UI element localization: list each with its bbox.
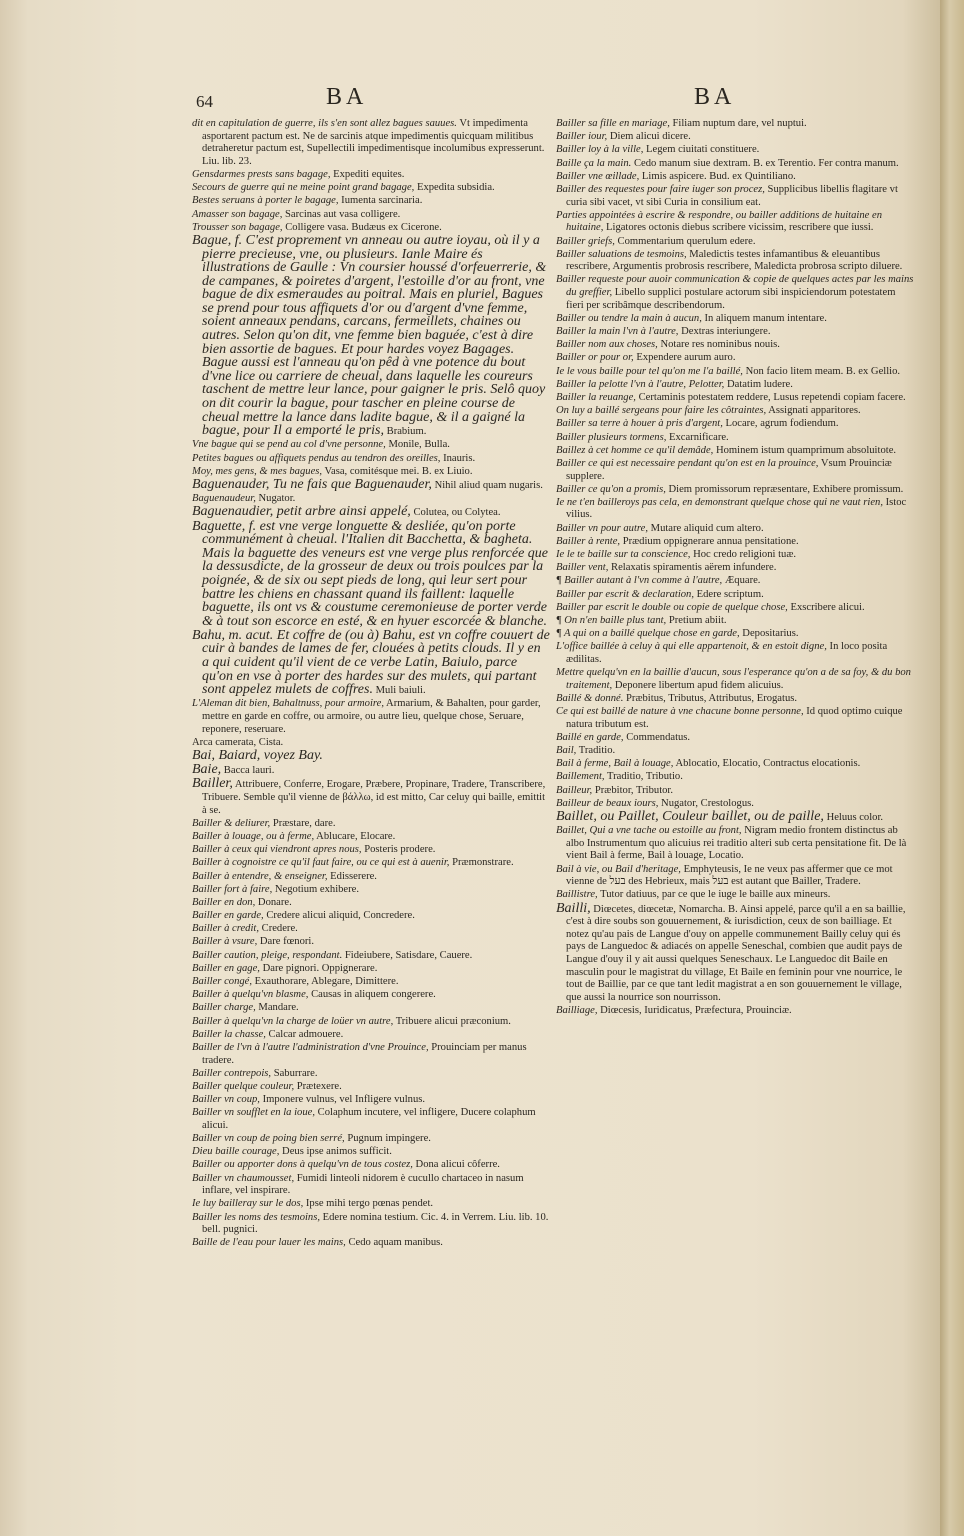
entry-latin: Id quod optimo cuique natura tributum est. bbox=[566, 706, 903, 730]
dictionary-entry bbox=[192, 950, 550, 963]
dictionary-entry bbox=[556, 497, 914, 522]
entry-latin: Monile, Bulla. bbox=[385, 439, 450, 451]
entry-french: Bailler contrepois, bbox=[192, 1067, 272, 1079]
entry-latin: Istoc vilius. bbox=[566, 496, 907, 521]
dictionary-entry bbox=[556, 615, 914, 628]
dictionary-entry bbox=[192, 118, 550, 168]
dictionary-entry bbox=[192, 518, 550, 630]
dictionary-entry bbox=[556, 418, 914, 431]
dictionary-entry bbox=[192, 476, 550, 493]
entry-latin: Ipse mihi tergo pœnas pendet. bbox=[303, 1198, 434, 1210]
dictionary-entry bbox=[556, 236, 914, 249]
dictionary-entry bbox=[556, 732, 914, 745]
dictionary-entry bbox=[192, 923, 550, 936]
dictionary-entry bbox=[556, 889, 914, 902]
dictionary-entry bbox=[192, 1016, 550, 1029]
dictionary-entry bbox=[192, 1068, 550, 1081]
dictionary-entry bbox=[192, 1042, 550, 1067]
entry-latin: Brabium. bbox=[383, 426, 427, 438]
entry-latin: Fideiubere, Satisdare, Cauere. bbox=[342, 949, 473, 961]
entry-latin: Nugator, Crestologus. bbox=[658, 797, 754, 809]
entry-latin: Hominem istum quamprimum absoluitote. bbox=[713, 444, 897, 456]
entry-latin: Ligatores octonis diebus scribere vicissim, rescribere que iussi. bbox=[603, 222, 874, 234]
dictionary-entry bbox=[556, 158, 914, 171]
dictionary-entry bbox=[192, 989, 550, 1002]
entry-latin: Mandare. bbox=[255, 1002, 299, 1014]
dictionary-entry bbox=[192, 910, 550, 923]
dictionary-entry bbox=[192, 844, 550, 857]
entry-french: Bailler la reuange, bbox=[556, 391, 636, 403]
entry-latin: Nigram medio frontem distinctus ab albo Instrumentum quo alicuius rei traditio alteri sub certa pensitatione fit. De là vient Bail à ferme, Bail à louage, Locatio. bbox=[566, 825, 907, 862]
dictionary-entry bbox=[192, 897, 550, 910]
entry-latin: Vasa, comitésque mei. B. ex Liuio. bbox=[322, 465, 473, 477]
entry-french: ¶ On n'en baille plus tant, bbox=[556, 614, 667, 626]
entry-latin: Diem promissorum repræsentare, Exhibere promissum. bbox=[665, 483, 904, 495]
entry-latin: Sarcinas aut vasa colligere. bbox=[282, 208, 401, 220]
entry-latin: Imponere vulnus, vel Infligere vulnus. bbox=[259, 1094, 426, 1106]
dictionary-entry bbox=[556, 118, 914, 131]
dictionary-entry bbox=[192, 209, 550, 222]
entry-french: Bailler griefs, bbox=[556, 235, 615, 247]
entry-latin: Heluus color. bbox=[823, 812, 884, 823]
entry-latin: Prætexere. bbox=[294, 1080, 342, 1092]
entry-latin: Præbitus, Tributus, Attributus, Erogatus. bbox=[623, 692, 798, 704]
entry-french: Bailler par escrit & declaration, bbox=[556, 588, 694, 600]
dictionary-entry bbox=[556, 184, 914, 209]
entry-french: Bailler la chasse, bbox=[192, 1028, 266, 1040]
entry-french: Ie le te baille sur ta conscience, bbox=[556, 549, 691, 561]
entry-french: Bague, f. C'est proprement vn anneau ou autre ioyau, où il y a pierre precieuse, vne, ou plusieurs. Ianle Maire és illustrations de Gaulle : Vn coursier houssé d'orfeuerrerie, & de campanes, & poiretes d'argent, l'estoille d'or au front, vne bague de dix esmeraudes au poitral. Mais en pluriel, Bagues se prend pour tous affiquets d'or ou d'argent d'vne femme, soient anneaux pendans, carcans, fermeillets, chaines ou autres. Selon qu'on dit, vne femme bien baguée, c'est à dire bien assortie de bagues. Et pour hardes voyez Bagages. Bague aussi est l'anneau qu'on pêd à vne potence du bout d'vne lice ou carriere de cheual, dans laquelle les coureurs taschent de mettre leur lance, pour gaigner le pris. Selô quoy on dit courir la bague, pour tascher en pleine course de cheual mettre la lance dans ladite bague, & il a gaigné la bague, pour Il a emporté le pris, bbox=[192, 232, 547, 439]
entry-latin: Edere nomina testium. Cic. 4. in Verrem. Liu. lib. 10. bell. pugnici. bbox=[202, 1211, 549, 1236]
entry-french: Bailleur, bbox=[556, 784, 593, 796]
entry-latin: Diœcesis, Iuridicatus, Præfectura, Prouinciæ. bbox=[597, 1004, 792, 1016]
dictionary-entry bbox=[556, 131, 914, 144]
page-number: 64 bbox=[196, 92, 213, 111]
entry-french: Baillé en garde, bbox=[556, 731, 624, 743]
entry-french: Baillement, bbox=[556, 771, 605, 783]
entry-latin: Inauris. bbox=[440, 452, 476, 464]
dictionary-entry bbox=[556, 405, 914, 418]
dictionary-entry bbox=[556, 326, 914, 339]
entry-french: Baillé & donné. bbox=[556, 692, 624, 704]
dictionary-entry bbox=[556, 900, 914, 1005]
entry-latin: Excarnificare. bbox=[666, 431, 729, 443]
dictionary-entry bbox=[192, 1198, 550, 1211]
entry-french: Baillistre, bbox=[556, 889, 598, 901]
dictionary-entry bbox=[556, 352, 914, 365]
entry-latin: Æquare. bbox=[722, 575, 761, 587]
entry-french: Baguette, f. est vne verge longuette & desliée, qu'on porte communément à cheual. l'Italien dit Bacchetta, & bagheta. Mais la baguette des veneurs est vne verge plus renforcée que la dessusdicte, de la grosseur de deux ou trois poulces par la poignée, & de six ou sept pieds de long, qui leur sert pour battre les chiens en chassant quand ils faillent: laquelle baguette, ils ont vs & coustume ceremonieuse de porter verde & à tout son escorce en esté, & en hyuer escorcée & blanche. bbox=[192, 518, 549, 629]
entry-french: Bail, bbox=[556, 745, 577, 757]
entry-latin: Ablucare, Elocare. bbox=[314, 830, 396, 842]
dictionary-entry bbox=[556, 313, 914, 326]
entry-latin: Depositarius. bbox=[739, 628, 799, 640]
entry-french: Bailliage, bbox=[556, 1004, 598, 1016]
entry-latin: Muli baiuli. bbox=[372, 685, 426, 697]
entry-french: Baillet, Qui a vne tache ou estoille au front, bbox=[556, 825, 742, 837]
page-edge bbox=[940, 0, 964, 1536]
entry-french: Ie luy bailleray sur le dos, bbox=[192, 1198, 304, 1210]
entry-latin: Mutare aliquid cum altero. bbox=[648, 522, 764, 534]
entry-latin: Præbitor, Tributor. bbox=[592, 784, 674, 796]
dictionary-entry bbox=[192, 1212, 550, 1237]
entry-latin: Maledictis testes infamantibus & eleuantibus rescribere, Argumentis probrosis rescribere, Maledicta probrosa scripto diluere. bbox=[566, 248, 903, 273]
entry-latin: Credere. bbox=[258, 923, 298, 935]
dictionary-entry bbox=[192, 195, 550, 208]
entry-french: Bailler ce qu'on a promis, bbox=[556, 483, 666, 495]
entry-latin: Saburrare. bbox=[271, 1067, 318, 1079]
dictionary-entry bbox=[556, 562, 914, 575]
dictionary-entry bbox=[556, 771, 914, 784]
entry-latin: Iumenta sarcinaria. bbox=[338, 195, 423, 207]
entry-french: Trousser son bagage, bbox=[192, 221, 283, 233]
entry-latin: Locare, agrum fodiendum. bbox=[722, 418, 839, 430]
entry-french: Bailler à entendre, & enseigner, bbox=[192, 870, 328, 882]
entry-french: Bailler des requestes pour faire iuger son procez, bbox=[556, 183, 765, 195]
entry-latin: Vsum Prouinciæ supplere. bbox=[566, 457, 892, 482]
entry-french: Mettre quelqu'vn en la baillie d'aucun, sous l'esperance qu'on a de sa foy, & du bon traitement, bbox=[556, 667, 911, 691]
entry-latin: Bacca lauri. bbox=[221, 765, 275, 777]
dictionary-entry bbox=[556, 864, 914, 889]
entry-latin: Libello supplici postulare actorum sibi inspiciendorum potestatem fieri per scribâmque describendorum. bbox=[566, 287, 896, 311]
entry-french: Bailler en garde, bbox=[192, 910, 264, 922]
entry-latin: Prædium oppignerare annua pensitatione. bbox=[620, 535, 799, 547]
entry-french: Dieu baille courage, bbox=[192, 1146, 280, 1158]
entry-french: ¶ A qui on a baillé quelque chose en garde, bbox=[556, 628, 740, 640]
entry-french: Bailler ou apporter dons à quelqu'vn de tous costez, bbox=[192, 1159, 413, 1171]
entry-french: Bailler ce qui est necessaire pendant qu'on est en la prouince, bbox=[556, 457, 819, 469]
dictionary-entry bbox=[192, 778, 550, 817]
entry-french: Bailler de l'vn à l'autre l'administration d'vne Prouince, bbox=[192, 1041, 429, 1053]
entry-french: Bahu, m. acut. Et coffre de (ou à) Bahu, est vn coffre couuert de cuir à bandes de lames de fer, clouées à petits clouds. Il y en a qui cuident qu'il vient de ce verbe Latin, Baiulo, parce qu'on en vse à porter des hardes sur des mulets, qui partant sont appelez mulets de coffres. bbox=[192, 627, 550, 698]
dictionary-entry bbox=[556, 825, 914, 863]
entry-french: Baille de l'eau pour lauer les mains, bbox=[192, 1237, 346, 1249]
running-head-left: BA bbox=[326, 84, 368, 110]
dictionary-entry bbox=[192, 884, 550, 897]
dictionary-entry bbox=[556, 144, 914, 157]
entry-french: Baguenauder, Tu ne fais que Baguenauder, bbox=[192, 476, 432, 492]
dictionary-entry bbox=[192, 976, 550, 989]
entry-french: Bailler à credit, bbox=[192, 923, 259, 935]
dictionary-entry bbox=[192, 936, 550, 949]
entry-french: Bailler sa terre à houer à pris d'argent, bbox=[556, 418, 723, 430]
entry-latin: Relaxatis spiramentis aërem infundere. bbox=[608, 562, 777, 574]
entry-latin: In loco posita ædilitas. bbox=[566, 641, 888, 665]
entry-french: Ie ne t'en bailleroys pas cela, en demonstrant quelque chose qui ne vaut rien, bbox=[556, 496, 883, 508]
entry-french: Bailler & deliurer, bbox=[192, 817, 271, 829]
entry-french: dit en capitulation de guerre, ils s'en sont allez bagues sauues. bbox=[192, 118, 457, 129]
entry-latin: Emphyteusis, Ie ne veux pas affermer que ce mot vienne de בעל des Hebrieux, mais בעל est autant que Bailler, Tradere. bbox=[566, 863, 893, 888]
dictionary-entry bbox=[192, 1029, 550, 1042]
entry-french: Bailler à rente, bbox=[556, 535, 621, 547]
dictionary-entry bbox=[192, 439, 550, 452]
entry-latin: Posteris prodere. bbox=[361, 844, 436, 856]
dictionary-entry bbox=[556, 339, 914, 352]
entry-french: Petites bagues ou affiquets pendus au tendron des oreilles, bbox=[192, 452, 441, 464]
entry-latin: Exscribere alicui. bbox=[787, 601, 865, 613]
dictionary-entry bbox=[192, 1146, 550, 1159]
entry-french: Bailler nom aux choses, bbox=[556, 339, 658, 351]
entry-latin: Colaphum incutere, vel infligere, Ducere colaphum alicui. bbox=[202, 1107, 536, 1131]
entry-latin: Diœcetes, diœcetæ, Nomarcha. B. Ainsi appelé, parce qu'il a en sa baillie, c'est à dire soubs son gouuernement, & iurisdiction, ceux de son bailliage. Et notez qu'au pais de Langue d'ouy on appelle communement Bailly celuy qui és pays de Languedoc & adiacés on appelle Seneschal, combien que audit pays de Langue d'ouy il y ait aussi quelques Seneschaux. Le Languedoc dit Baile en masculin pour le magistrat du village, Et Baile en feminin pour vne nourrice, le tout de Baillie, par ce que tant ledit magistrat a en son gouuernement le village, que aussi la nourrice son nourrisson. bbox=[566, 903, 906, 1003]
dictionary-entry bbox=[556, 171, 914, 184]
entry-french: Bailler en don, bbox=[192, 896, 256, 908]
entry-latin: Non facio litem meam. B. ex Gellio. bbox=[742, 365, 901, 377]
entry-latin: Cedo manum siue dextram. B. ex Terentio. Fer contra manum. bbox=[631, 157, 899, 169]
entry-latin: Commentarium querulum edere. bbox=[614, 235, 756, 247]
entry-french: Bailler à quelqu'vn blasme, bbox=[192, 989, 309, 1001]
entry-french: Bailler ou tendre la main à aucun, bbox=[556, 312, 702, 324]
dictionary-entry bbox=[192, 857, 550, 870]
entry-latin: Pretium abiit. bbox=[666, 614, 727, 626]
entry-french: Bailler requeste pour auoir communication & copie de quelques actes par les mains du greffier, bbox=[556, 274, 914, 299]
entry-latin: Expedita subsidia. bbox=[414, 182, 495, 194]
dictionary-entry bbox=[556, 392, 914, 405]
entry-french: Vne bague qui se pend au col d'vne personne, bbox=[192, 439, 386, 451]
entry-latin: Deus ipse animos sufficit. bbox=[279, 1146, 392, 1158]
entry-latin: Dextras interiungere. bbox=[678, 326, 771, 338]
entry-latin: Limis aspicere. Bud. ex Quintiliano. bbox=[639, 170, 796, 182]
dictionary-entry bbox=[556, 758, 914, 771]
entry-latin: Edere scriptum. bbox=[694, 588, 764, 600]
entry-french: Bailler vn soufflet en la ioue, bbox=[192, 1107, 315, 1119]
dictionary-entry bbox=[556, 693, 914, 706]
dictionary-entry bbox=[556, 445, 914, 458]
entry-latin: Expendere aurum auro. bbox=[633, 352, 736, 364]
entry-french: Bailler sa fille en mariage, bbox=[556, 118, 670, 129]
dictionary-entry bbox=[556, 523, 914, 536]
entry-latin: Deponere libertum apud fidem alicuius. bbox=[612, 679, 784, 691]
entry-french: ¶ Bailler autant à l'vn comme à l'autre, bbox=[556, 575, 723, 587]
dictionary-entry bbox=[192, 169, 550, 182]
dictionary-entry bbox=[192, 627, 550, 698]
entry-french: Bailler saluations de tesmoins, bbox=[556, 248, 687, 260]
dictionary-entry bbox=[556, 274, 914, 312]
entry-latin: Expediti equites. bbox=[330, 168, 405, 180]
entry-latin: Armarium, & Bahalten, pour garder, mettre en garde en coffre, ou armoire, ou autre lieu, quelque chose, Seruare, reponere, reseruare. bbox=[202, 698, 541, 735]
entry-french: Bailli, bbox=[556, 900, 591, 916]
entry-french: Bailleur de beaux iours, bbox=[556, 797, 659, 809]
entry-latin: Ablocatio, Elocatio, Contractus elocationis. bbox=[673, 758, 861, 770]
entry-french: Bailler charge, bbox=[192, 1002, 256, 1014]
entry-latin: Cedo aquam manibus. bbox=[345, 1237, 443, 1249]
entry-french: Bai, Baiard, voyez Bay. bbox=[192, 748, 323, 763]
entry-latin: Traditio. bbox=[576, 745, 616, 757]
entry-french: Amasser son bagage, bbox=[192, 208, 283, 220]
dictionary-entry bbox=[192, 1002, 550, 1015]
entry-latin: Negotium exhibere. bbox=[272, 883, 360, 895]
dictionary-entry bbox=[556, 785, 914, 798]
entry-french: Ie le vous baille pour tel qu'on me l'a baillé, bbox=[556, 365, 743, 377]
entry-french: Bestes seruans à porter le bagage, bbox=[192, 195, 339, 207]
dictionary-entry bbox=[556, 667, 914, 692]
entry-latin: Præstare, dare. bbox=[270, 817, 336, 829]
dictionary-entry bbox=[192, 1159, 550, 1172]
entry-french: Gensdarmes prests sans bagage, bbox=[192, 168, 331, 180]
entry-latin: Traditio, Tributio. bbox=[604, 771, 683, 783]
entry-french: Bailler caution, pleige, respondant. bbox=[192, 949, 343, 961]
entry-french: Secours de guerre qui ne meine point grand bagage, bbox=[192, 182, 415, 194]
entry-latin: Præmonstrare. bbox=[449, 857, 514, 869]
dictionary-entry bbox=[192, 1081, 550, 1094]
entry-latin: Tribuere alicui præconium. bbox=[393, 1015, 511, 1027]
dictionary-entry bbox=[192, 750, 550, 764]
dictionary-entry bbox=[556, 641, 914, 666]
dictionary-entry bbox=[192, 182, 550, 195]
dictionary-entry bbox=[192, 963, 550, 976]
entry-french: Bailler à ceux qui viendront apres nous, bbox=[192, 844, 362, 856]
entry-latin: Notare res nominibus nouis. bbox=[657, 339, 780, 351]
entry-french: Bailler vne œillade, bbox=[556, 170, 640, 182]
entry-french: Bailler plusieurs tormens, bbox=[556, 431, 667, 443]
entry-french: Ce qui est baillé de nature à vne chacune bonne personne, bbox=[556, 706, 804, 718]
dictionary-entry bbox=[192, 818, 550, 831]
entry-french: Baille ça la main. bbox=[556, 157, 632, 169]
entry-french: Moy, mes gens, & mes bagues, bbox=[192, 465, 323, 477]
dictionary-entry bbox=[192, 453, 550, 466]
dictionary-entry bbox=[192, 871, 550, 884]
dictionary-entry bbox=[556, 745, 914, 758]
entry-latin: Filiam nuptum dare, vel nuptui. bbox=[669, 118, 807, 129]
entry-latin: Exauthorare, Ablegare, Dimittere. bbox=[252, 976, 399, 987]
entry-french: Bailler congé, bbox=[192, 976, 253, 987]
dictionary-entry bbox=[556, 432, 914, 445]
dictionary-entry bbox=[556, 1005, 914, 1018]
entry-latin: Vt impedimenta asportarent pactum est. Ne de sarcinis atque impedimentis quicquam militibus detraheretur pactum est, Supellectili impedimentisque incolumibus expresserunt. Liu. lib. 23. bbox=[202, 118, 545, 167]
right-column bbox=[556, 118, 914, 1018]
entry-french: Baillez à cet homme ce qu'il demâde, bbox=[556, 444, 714, 456]
dictionary-entry bbox=[192, 232, 550, 439]
entry-french: Baie, bbox=[192, 762, 222, 778]
entry-latin: Datatim ludere. bbox=[724, 378, 793, 390]
entry-french: Bail à vie, ou Bail d'heritage, bbox=[556, 863, 681, 875]
entry-french: Bailler fort à faire, bbox=[192, 883, 273, 895]
entry-latin: Tutor datiuus, par ce que le iuge le baille aux mineurs. bbox=[597, 889, 831, 901]
entry-french: Bailler loy à la ville, bbox=[556, 144, 644, 156]
entry-french: Bail à ferme, Bail à louage, bbox=[556, 758, 674, 770]
dictionary-entry bbox=[556, 628, 914, 641]
entry-french: Bailler or pour or, bbox=[556, 352, 634, 364]
entry-latin: Diem alicui dicere. bbox=[607, 131, 691, 143]
dictionary-entry bbox=[556, 366, 914, 379]
entry-latin: Certaminis potestatem reddere, Lusus repetendi copiam facere. bbox=[635, 391, 906, 403]
entry-latin: Commendatus. bbox=[623, 731, 691, 743]
entry-french: Bailler la main l'vn à l'autre, bbox=[556, 326, 679, 338]
entry-french: L'Aleman dit bien, Bahaltnuss, pour armoire, bbox=[192, 698, 384, 710]
dictionary-entry bbox=[556, 575, 914, 588]
dictionary-entry bbox=[192, 698, 550, 736]
entry-french: Bailler à cognoistre ce qu'il faut faire, ou ce qui est à auenir, bbox=[192, 857, 450, 869]
dictionary-entry bbox=[556, 210, 914, 235]
entry-french: Bailler en gage, bbox=[192, 962, 260, 974]
dictionary-entry bbox=[556, 458, 914, 483]
left-column bbox=[192, 118, 550, 1251]
dictionary-entry bbox=[556, 602, 914, 615]
dictionary-entry bbox=[192, 764, 550, 778]
entry-latin: Hoc credo religioni tuæ. bbox=[690, 549, 797, 561]
entry-french: Bailler vn chaumousset, bbox=[192, 1172, 295, 1184]
entry-french: Bailler, bbox=[192, 776, 233, 792]
dictionary-entry bbox=[556, 706, 914, 731]
dictionary-entry bbox=[556, 484, 914, 497]
entry-french: Bailler par escrit le double ou copie de quelque chose, bbox=[556, 601, 788, 613]
dictionary-entry bbox=[556, 536, 914, 549]
entry-french: Bailler vn coup de poing bien serré, bbox=[192, 1133, 345, 1145]
entry-french: Baillet, ou Paillet, Couleur baillet, ou de paille, bbox=[556, 809, 824, 824]
dictionary-entry bbox=[192, 1133, 550, 1146]
entry-french: Bailler à louage, ou à ferme, bbox=[192, 830, 315, 842]
entry-latin: Dona alicui côferre. bbox=[412, 1159, 500, 1171]
entry-latin: Colligere vasa. Budæus ex Cicerone. bbox=[282, 221, 442, 233]
dictionary-entry bbox=[556, 379, 914, 392]
entry-latin: Prouinciam per manus tradere. bbox=[202, 1041, 527, 1066]
entry-french: Bailler vn pour autre, bbox=[556, 522, 648, 534]
entry-french: Baguenaudeur, bbox=[192, 493, 256, 505]
entry-french: Bailler à vsure, bbox=[192, 936, 258, 948]
dictionary-entry bbox=[192, 1094, 550, 1107]
entry-latin: Attribuere, Conferre, Erogare, Præbere, Propinare, Tradere, Transcribere, Tribuere. Semble qu'il vienne de βάλλω, id est mitto, Car celuy qui baille, emittit à se. bbox=[202, 779, 546, 816]
entry-french: Bailler iour, bbox=[556, 131, 608, 143]
dictionary-entry bbox=[192, 1173, 550, 1198]
entry-french: Baguenaudier, petit arbre ainsi appelé, bbox=[192, 504, 411, 520]
entry-latin: In aliquem manum intentare. bbox=[701, 312, 827, 324]
entry-latin: Legem ciuitati constituere. bbox=[643, 144, 760, 156]
entry-latin: Assignati apparitores. bbox=[766, 405, 861, 417]
dictionary-entry bbox=[192, 1107, 550, 1132]
running-head-right: BA bbox=[694, 84, 736, 110]
entry-latin: Colutea, ou Colytea. bbox=[410, 507, 501, 519]
dictionary-entry bbox=[556, 249, 914, 274]
entry-latin: Pugnum impingere. bbox=[344, 1133, 431, 1145]
entry-latin: Supplicibus libellis flagitare vt curia sibi vacet, vt sibi Curia in consilium eat. bbox=[566, 183, 898, 208]
entry-french: Bailler à quelqu'vn la charge de loüer vn autre, bbox=[192, 1015, 394, 1027]
entry-latin: Nihil aliud quam nugaris. bbox=[431, 479, 543, 491]
entry-latin: Donare. bbox=[255, 896, 292, 908]
dictionary-entry bbox=[192, 831, 550, 844]
entry-latin: Dare fœnori. bbox=[257, 936, 314, 948]
dictionary-entry bbox=[556, 549, 914, 562]
entry-french: Bailler vn coup, bbox=[192, 1094, 260, 1106]
entry-latin: Dare pignori. Oppignerare. bbox=[259, 962, 378, 974]
entry-latin: Edisserere. bbox=[327, 870, 377, 882]
entry-latin: Arca camerata, Cista. bbox=[192, 736, 284, 748]
entry-latin: Calcar admouere. bbox=[265, 1028, 344, 1040]
entry-french: Parties appointées à escrire & respondre, ou bailler additions de huitaine en huitaine, bbox=[556, 209, 883, 234]
entry-french: Bailler la pelotte l'vn à l'autre, Pelotter, bbox=[556, 378, 725, 390]
entry-french: Bailler quelque couleur, bbox=[192, 1080, 295, 1092]
dictionary-entry bbox=[192, 1237, 550, 1250]
entry-french: L'office baillée à celuy à qui elle appartenoit, & en estoit digne, bbox=[556, 641, 827, 653]
entry-french: Bailler vent, bbox=[556, 562, 609, 574]
entry-french: On luy a baillé sergeans pour faire les côtraintes, bbox=[556, 405, 767, 417]
entry-latin: Causas in aliquem congerere. bbox=[308, 989, 436, 1001]
entry-french: Bailler les noms des tesmoins, bbox=[192, 1211, 320, 1223]
dictionary-entry bbox=[556, 589, 914, 602]
entry-latin: Credere alicui aliquid, Concredere. bbox=[263, 910, 415, 922]
dictionary-entry bbox=[556, 811, 914, 825]
entry-latin: Nugator. bbox=[255, 493, 296, 505]
entry-latin: Fumidi linteoli nidorem è cucullo chartaceo in nasum inflare, vel inspirare. bbox=[202, 1172, 524, 1197]
